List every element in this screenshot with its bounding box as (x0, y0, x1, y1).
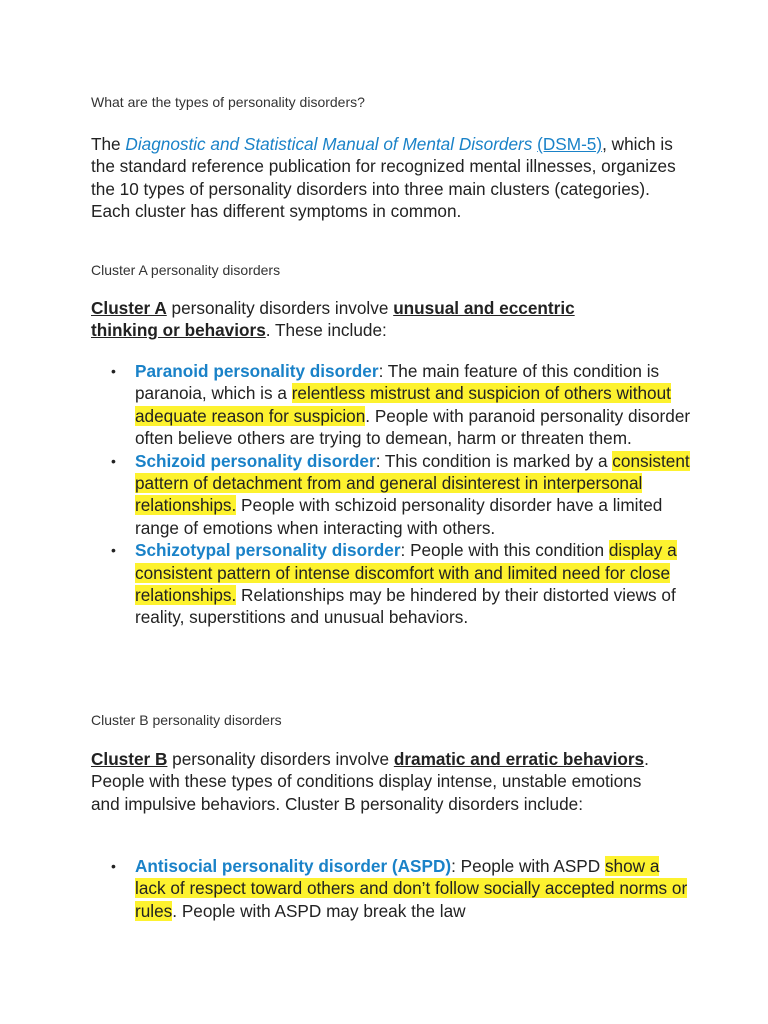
item-highlight: relentless mistrust and suspicion of others without adequate reason for suspicion (135, 383, 671, 426)
intro-paragraph (91, 133, 681, 223)
cluster-b-term: Cluster B (91, 749, 168, 769)
cluster-a-list (91, 360, 691, 629)
item-text: : This condition is marked by a (375, 450, 613, 471)
list-item (91, 450, 691, 540)
item-text: : The main feature of this condition is paranoia, which is a (135, 361, 660, 404)
cluster-a-intro-mid: personality disorders involve (166, 298, 394, 318)
item-text: : People with ASPD (451, 856, 605, 876)
intro-rest: which is the standard reference publication for recognized mental illnesses, organizes the 10 types of personality disorders into three main clusters (categories). Each cluster has different symptoms in common. (91, 134, 676, 222)
item-text: People with schizoid personality disorder have a limited range of emotions when interacting with others. (135, 495, 663, 538)
intro-the: The (91, 134, 121, 154)
bullet-icon: • (111, 363, 116, 379)
cluster-b-intro-end: . People with these types of conditions display intense, unstable emotions and impulsive behaviors. Cluster B personality disorders include: (91, 749, 649, 814)
antisocial-link[interactable]: Antisocial personality disorder (ASPD) (135, 856, 452, 876)
item-text: Relationships may be hindered by their distorted views of reality, superstitions and unusual behaviors. (135, 585, 676, 628)
paranoid-link[interactable]: Paranoid personality disorder (135, 361, 379, 381)
bullet-icon: • (111, 542, 116, 559)
schizotypal-link[interactable]: Schizotypal personality disorder (135, 540, 401, 561)
item-text: . People with ASPD may break the law (172, 900, 466, 921)
cluster-a-key-phrase: unusual and eccentric thinking or behaviors (91, 298, 575, 341)
cluster-b-intro-mid: personality disorders involve (167, 749, 394, 769)
cluster-a-term: Cluster A (91, 298, 167, 318)
cluster-b-list (91, 855, 691, 922)
page-heading: What are the types of personality disorders? (91, 94, 365, 110)
cluster-b-heading: Cluster B personality disorders (91, 712, 282, 728)
item-highlight: show a lack of respect toward others and don’t follow socially accepted norms or rules (135, 856, 688, 921)
cluster-b-key-phrase: dramatic and erratic behaviors (393, 749, 645, 769)
item-text: . People with paranoid personality disorder often believe others are trying to demean, harm or threaten them. (135, 405, 691, 449)
bullet-icon: • (111, 452, 116, 469)
cluster-a-heading: Cluster A personality disorders (91, 262, 281, 278)
list-item (91, 360, 691, 450)
cluster-b-intro (91, 748, 651, 815)
list-item (91, 855, 691, 922)
bullet-icon: • (111, 858, 116, 874)
schizoid-link[interactable]: Schizoid personality disorder (135, 450, 376, 471)
list-item (91, 539, 691, 629)
cluster-a-intro-end: . These include: (265, 320, 387, 341)
item-highlight: consistent pattern of detachment from and general disinterest in interpersonal relationships. (135, 450, 690, 516)
intro-comma: , (602, 134, 607, 154)
item-highlight: display a consistent pattern of intense discomfort with and limited need for close relationships. (135, 540, 677, 606)
item-text: : People with this condition (400, 540, 609, 561)
dsm5-link[interactable]: (DSM-5) (537, 134, 603, 154)
dsm-manual-link[interactable]: Diagnostic and Statistical Manual of Mental Disorders (125, 134, 533, 154)
cluster-a-intro (91, 297, 631, 342)
